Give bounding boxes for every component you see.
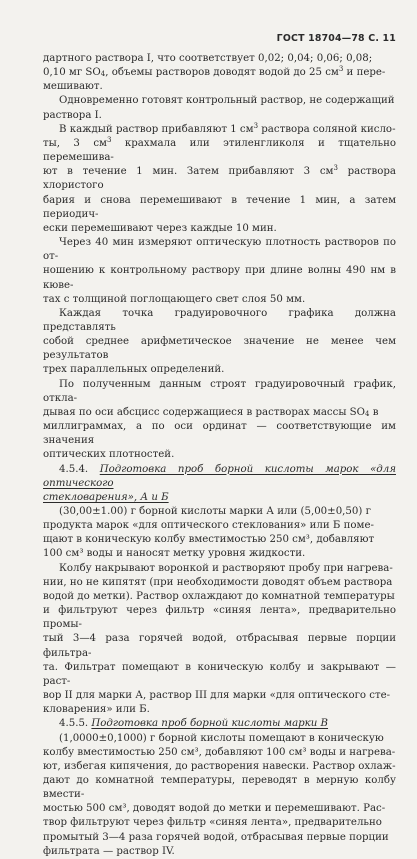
text-line: колбу вместимостью 250 см³, добавляют 100 см³ воды и нагрева-	[43, 746, 396, 758]
text-line: (1,0000±0,1000) г борной кислоты помещают в коническую	[59, 732, 384, 744]
text-line: тах с толщиной поглощающего свет слоя 50 мм.	[43, 293, 306, 305]
text-line: раствора I.	[43, 109, 102, 121]
text-line: В каждый раствор прибавляют 1 $см^3$ раствора соляной кисло-	[59, 121, 396, 135]
text-line: щают в коническую колбу вместимостью 250 см³, добавляют	[43, 534, 375, 546]
text-line: мешивают.	[43, 81, 103, 93]
text-line: продукта марок «для оптического стеклования» или Б поме-	[43, 520, 374, 532]
text-line: фильтрата — раствор IV.	[43, 845, 175, 857]
text-line: Через 40 мин измеряют оптическую плотность растворов по от-	[43, 237, 396, 263]
text-line: водой до метки). Раствор охлаждают до комнатной температуры	[43, 590, 395, 602]
text-line: дывая по оси абсцисс содержащиеся в растворах массы SO4 в	[43, 406, 379, 418]
text-line: промытый 3—4 раза горячей водой, отбрасывая первые порции	[43, 831, 389, 843]
text-line: кловарения» или Б.	[43, 704, 150, 716]
text-line: бария и снова перемешивают в течение 1 мин, а затем периодич-	[43, 194, 396, 220]
text-line: дартного раствора I, что соответствует 0,02; 0,04; 0,06; 0,08;	[43, 53, 373, 64]
text-line: ты, 3 $см^3$ крахмала или этиленгликоля и тщательно перемешива-	[43, 135, 396, 164]
text-line: ношению к контрольному раствору при длине волны 490 нм в кюве-	[43, 265, 396, 291]
text-line: ют, избегая кипячения, до растворения навески. Раствор охлаж-	[43, 760, 396, 772]
text-line: По полученным данным строят градуировочный график, откла-	[43, 378, 396, 404]
text-line: трех параллельных определений.	[43, 364, 225, 376]
text-line: та. Фильтрат помещают в коническую колбу и закрывают — раст-	[43, 661, 396, 687]
section-heading: 4.5.5. Подготовка проб борной кислоты марки В	[59, 718, 329, 730]
text-line: ески перемешивают через каждые 10 мин.	[43, 222, 277, 234]
text-line: ют в течение 1 мин. Затем прибавляют 3 $см^3$ раствора хлористого	[43, 164, 396, 192]
running-header: ГОСТ 18704—78 С. 11	[276, 33, 396, 44]
section-heading: стекловарения», А и Б	[43, 491, 169, 503]
text-line: нии, но не кипятят (при необходимости доводят объем раствора	[43, 576, 393, 588]
text-line: мостью 500 см³, доводят водой до метки и перемешивают. Рас-	[43, 803, 386, 815]
text-line: вор II для марки А, раствор III для марки «для оптического сте-	[43, 690, 391, 702]
text-line: оптических плотностей.	[43, 449, 175, 461]
text-line: (30,00±1.00) г борной кислоты марки А или (5,00±0,50) г	[59, 506, 371, 517]
document-body	[43, 52, 396, 859]
text-line: дают до комнатной температуры, переводят в мерную колбу вмести-	[43, 774, 396, 801]
section-heading: 4.5.4. Подготовка проб борной кислоты марок «для оптического	[43, 463, 396, 489]
text-line: Колбу накрывают воронкой и растворяют пробу при нагрева-	[59, 562, 393, 574]
text-line: Каждая точка градуировочного графика должна представлять	[43, 307, 396, 333]
text-line: собой среднее арифметическое значение не менее чем результатов	[43, 336, 396, 362]
text-line: 0,10 мг SO4, объемы растворов доводят водой до 25 $см^3$ и пере-	[43, 65, 386, 79]
text-line: 100 см³ воды и наносят метку уровня жидкости.	[43, 548, 306, 560]
text-line: Одновременно готовят контрольный раствор, не содержащий	[59, 95, 395, 107]
text-line: и фильтруют через фильтр «синяя лента», предварительно промы-	[43, 605, 396, 631]
text-line: миллиграммах, а по оси ординат — соответствующие им значения	[43, 421, 396, 447]
text-line: тый 3—4 раза горячей водой, отбрасывая первые порции фильтра-	[43, 633, 396, 659]
text-line: твор фильтруют через фильтр «синяя лента», предварительно	[43, 817, 382, 829]
